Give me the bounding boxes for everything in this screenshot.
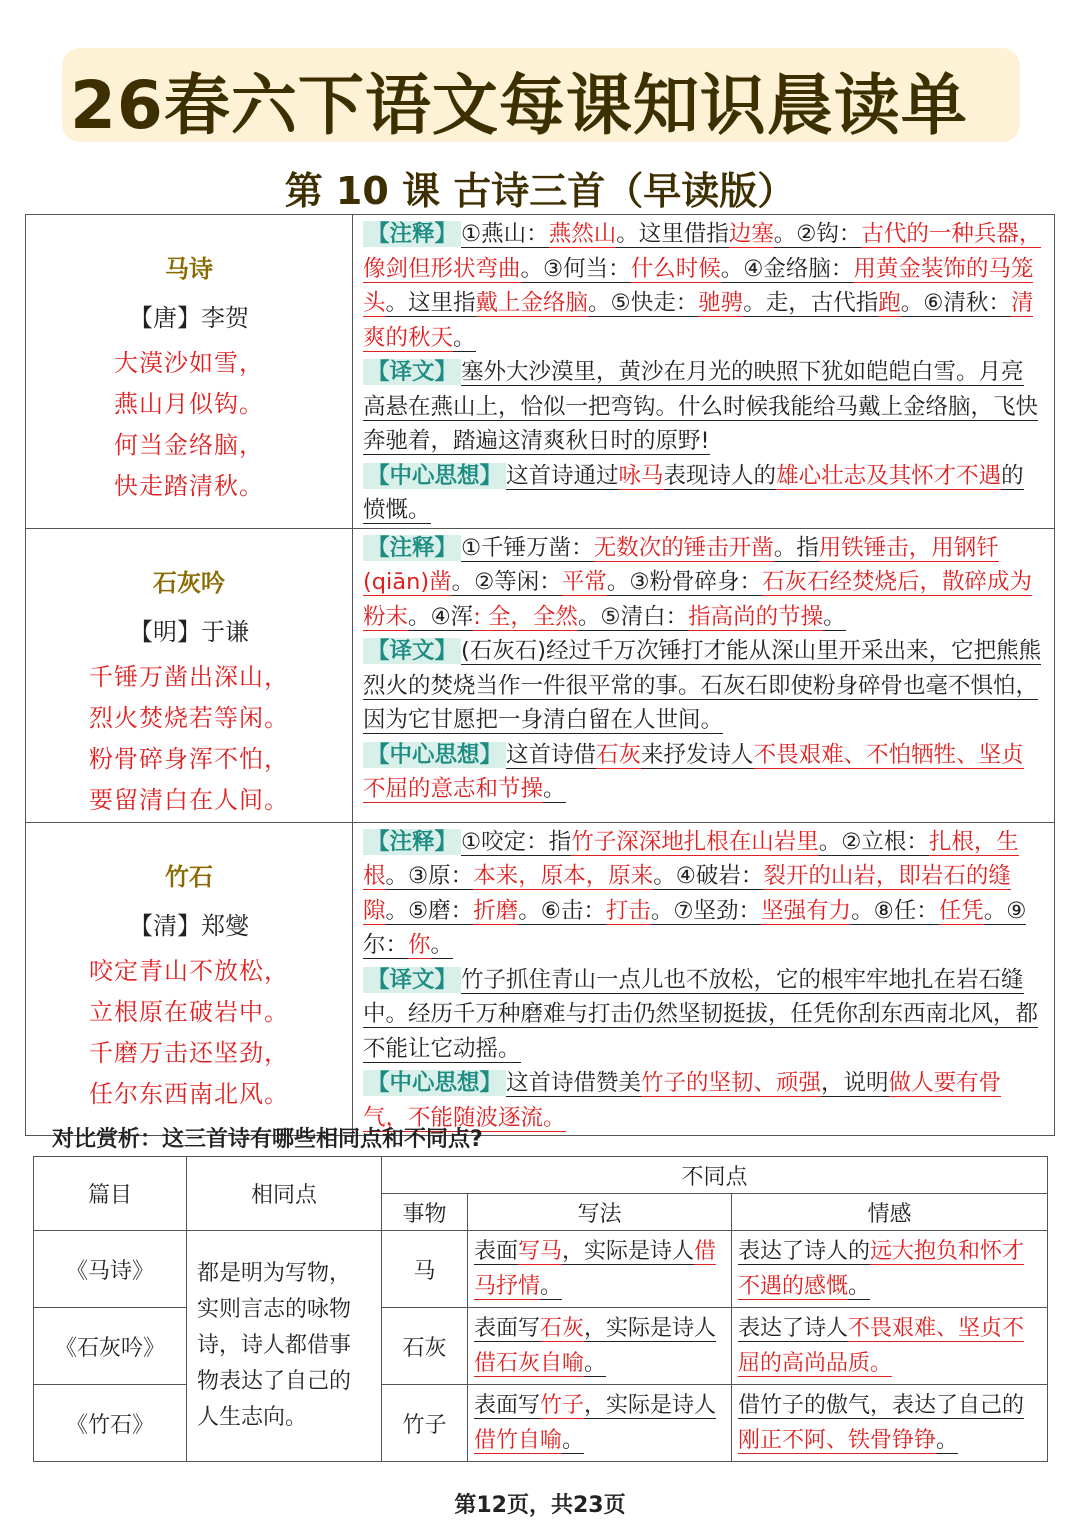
key-phrase: 用黄金装饰的马笼头: [363, 255, 1034, 316]
header-same: 相同点: [187, 1157, 382, 1231]
key-phrase: 你: [408, 932, 431, 958]
text-run: 。③粉骨碎身：: [606, 569, 762, 595]
text-run: 。⑤清白：: [577, 603, 689, 630]
translation-section: [363, 355, 1044, 459]
header-diff: 不同点: [382, 1157, 1048, 1194]
key-phrase: 石灰: [596, 741, 642, 768]
text-run: ，实际是诗人: [584, 1316, 717, 1341]
notes-section: [363, 825, 1044, 963]
header-method: 写法: [468, 1194, 732, 1231]
text-run: 。⑥清秋：: [900, 290, 1011, 316]
text-run: 。②钩：: [773, 221, 862, 247]
poem-line: 燕山月似钩。: [114, 390, 264, 418]
notes-section: [363, 531, 1044, 635]
key-phrase: 边塞: [728, 221, 774, 247]
central-idea-section: [363, 738, 1044, 807]
text-run: 这首诗借: [506, 741, 597, 768]
notes-tag: 【注释】: [363, 221, 461, 247]
key-phrase: 借竹自喻: [474, 1428, 563, 1453]
translation-text: (石灰石)经过千万次锤打才能从深山里开采出来，它把熊熊烈火的焚烧当作一件很平常的事。石灰石即使粉身碎骨也毫不惧怕，因为它甘愿把一身清白留在人世间。: [363, 638, 1042, 733]
translation-tag: 【译文】: [363, 967, 461, 993]
poem-text-cell: [26, 528, 353, 822]
text-run: 表现诗人的: [663, 462, 777, 489]
key-phrase: 任凭: [938, 897, 984, 924]
poem-line: 千锤万凿出深山，: [89, 662, 289, 691]
text-run: 。这里指: [385, 290, 476, 316]
key-phrase: 做人要有骨气，不能随波逐流。: [363, 1070, 1002, 1131]
poem-line: 粉骨碎身浑不怕，: [89, 744, 289, 773]
text-run: ①燕山：: [461, 221, 549, 247]
key-phrase: 燕然山: [548, 221, 617, 247]
poem-line: 何当金络脑，: [114, 431, 264, 459]
key-phrase: 雄心壮志及其怀才不遇: [776, 462, 1002, 489]
header-thing: 事物: [382, 1194, 468, 1231]
text-run: 表达了诗人: [738, 1316, 849, 1341]
key-phrase: 什么时候: [630, 255, 721, 282]
key-phrase: 清爽的秋天: [363, 290, 1034, 351]
text-run: 的愤慨。: [363, 462, 1024, 523]
text-run: 借竹子的傲气，表达了自己的: [738, 1393, 1025, 1418]
poem-author: 【明】于谦: [129, 617, 249, 646]
compare-thing: 马: [382, 1231, 468, 1308]
key-phrase: 指高尚的节操: [688, 603, 824, 630]
text-run: 。②等闲：: [451, 569, 562, 595]
key-phrase: 古代的一种兵器，像剑但形状弯曲: [363, 221, 1042, 282]
poems-table: [25, 214, 1055, 1136]
key-phrase: 不畏艰难、坚贞不屈的高尚品质。: [738, 1316, 1025, 1376]
key-phrase: 无数次的锤击开凿: [593, 534, 774, 561]
key-phrase: 本来，原本，原来: [473, 863, 654, 889]
text-run: 表面: [474, 1239, 519, 1264]
key-phrase: 打击: [605, 897, 651, 924]
poem-line: 大漠沙如雪，: [114, 349, 264, 377]
compare-row: [34, 1385, 1048, 1462]
compare-row: [34, 1231, 1048, 1308]
poem-line: 任尔东西南北风。: [89, 1079, 289, 1108]
text-run: 。: [823, 603, 846, 630]
compare-same: 都是明为写物，实则言志的咏物诗，诗人都借事物表达了自己的人生志向。: [187, 1231, 382, 1462]
text-run: 。: [848, 1274, 871, 1299]
key-phrase: : 全，全然: [473, 603, 578, 630]
key-phrase: 借石灰自喻: [474, 1351, 585, 1376]
text-run: 这首诗借赞美: [506, 1070, 642, 1096]
translation-tag: 【译文】: [363, 359, 461, 385]
notes-tag: 【注释】: [363, 535, 461, 561]
poem-line: 烈火焚烧若等闲。: [89, 703, 289, 732]
key-phrase: 戴上金络脑: [475, 290, 589, 316]
compare-method: [468, 1231, 732, 1308]
poem-row: [26, 822, 1055, 1136]
poem-line: 快走踏清秋。: [114, 472, 264, 500]
text-run: 。⑦坚劲：: [650, 897, 762, 924]
compare-emotion: [732, 1308, 1048, 1385]
poem-line: 咬定青山不放松，: [89, 956, 289, 985]
text-run: 。: [936, 1428, 959, 1453]
text-run: 。: [430, 932, 454, 958]
poem-row: [26, 215, 1055, 529]
notes-tag: 【注释】: [363, 829, 461, 855]
key-phrase: 借马抒情: [474, 1239, 717, 1299]
compare-thing: 竹子: [382, 1385, 468, 1462]
key-phrase: 坚强有力: [761, 897, 852, 924]
key-phrase: 竹子: [540, 1393, 585, 1418]
translation-section: [363, 963, 1044, 1067]
text-run: 。⑤磨：: [385, 897, 474, 924]
key-phrase: 刚正不阿、铁骨铮铮: [738, 1428, 937, 1453]
key-phrase: 远大抱负和怀才不遇的感慨: [738, 1239, 1025, 1299]
text-run: 。: [453, 324, 476, 351]
text-run: ①咬定：指: [461, 828, 572, 855]
notes-section: [363, 217, 1044, 355]
poem-row: [26, 528, 1055, 822]
header-title: 篇目: [34, 1157, 187, 1231]
text-run: 。④金络脑：: [720, 255, 854, 282]
text-run: ，说明: [821, 1070, 889, 1096]
text-run: 。: [584, 1351, 607, 1376]
key-phrase: 咏马: [618, 462, 664, 489]
text-run: ，实际是诗人: [562, 1239, 695, 1264]
text-run: 。⑧任：: [851, 897, 939, 924]
poem-text-cell: [26, 215, 353, 529]
poem-notes-cell: [353, 822, 1055, 1136]
key-phrase: 石灰: [540, 1316, 585, 1341]
key-phrase: 跑: [878, 290, 901, 316]
poem-line: 要留清白在人间。: [89, 785, 289, 814]
poem-text-cell: [26, 822, 353, 1136]
poem-notes-cell: [353, 215, 1055, 529]
text-run: 。: [540, 1274, 563, 1299]
key-phrase: 扎根，生根: [363, 828, 1019, 889]
compare-table: [33, 1156, 1048, 1462]
compare-method: [468, 1385, 732, 1462]
poem-title: 马诗: [165, 255, 213, 283]
compare-question: 对比赏析：这三首诗有哪些相同点和不同点?: [52, 1127, 483, 1152]
key-phrase: 用铁锤击，用钢钎(qiān)凿: [363, 534, 999, 595]
compare-emotion: [732, 1385, 1048, 1462]
text-run: 。: [562, 1428, 585, 1453]
text-run: 。⑨尔：: [363, 897, 1027, 958]
key-phrase: 石灰石经焚烧后，散碎成为粉末: [363, 569, 1033, 630]
poem-author: 【清】郑燮: [129, 911, 249, 940]
text-run: 。④浑: [408, 603, 474, 630]
translation-tag: 【译文】: [363, 638, 461, 664]
text-run: 。④破岩：: [653, 863, 764, 889]
central-idea-section: [363, 459, 1044, 528]
poem-author: 【唐】李贺: [129, 304, 249, 332]
translation-text: 塞外大沙漠里，黄沙在月光的映照下犹如皑皑白雪。月亮高悬在燕山上，恰似一把弯钩。什么时候我能给马戴上金络脑，飞快奔驰着，踏遍这清爽秋日时的原野!: [363, 359, 1039, 454]
text-run: 。③原：: [385, 863, 474, 889]
text-run: 。走，古代指: [743, 290, 879, 316]
text-run: 表面写: [474, 1316, 541, 1341]
key-phrase: 竹子的坚韧、顽强: [641, 1070, 822, 1096]
compare-title: 《竹石》: [34, 1385, 187, 1462]
key-phrase: 裂开的山岩，即岩石的缝隙: [363, 863, 1011, 924]
key-phrase: 平常: [561, 569, 607, 595]
central-idea-tag: 【中心思想】: [363, 1070, 506, 1096]
compare-emotion: [732, 1231, 1048, 1308]
text-run: ①千锤万凿：: [461, 534, 594, 561]
compare-row: [34, 1308, 1048, 1385]
central-idea-tag: 【中心思想】: [363, 742, 506, 768]
key-phrase: 折磨: [473, 897, 519, 924]
poem-title: 石灰吟: [153, 568, 225, 597]
poem-line: 立根原在破岩中。: [89, 997, 289, 1026]
text-run: 。③何当：: [520, 255, 631, 282]
text-run: 。⑥击：: [518, 897, 606, 924]
compare-title: 《马诗》: [34, 1231, 187, 1308]
key-phrase: 写马: [518, 1239, 563, 1264]
text-run: ，实际是诗人: [584, 1393, 717, 1418]
header-emotion: 情感: [732, 1194, 1048, 1231]
text-run: 。②立根：: [818, 828, 929, 855]
lesson-title: 第 10 课 古诗三首（早读版）: [284, 169, 796, 213]
text-run: 来抒发诗人: [641, 741, 754, 768]
poem-line: 千磨万击还坚劲，: [89, 1038, 289, 1067]
page-title: 26春六下语文每课知识晨读单: [70, 67, 968, 144]
key-phrase: 驰骋: [698, 290, 744, 316]
poem-title: 竹石: [165, 862, 213, 891]
key-phrase: 不畏艰难、不怕牺牲、坚贞不屈的意志和节操: [363, 741, 1024, 802]
text-run: 。这里借指: [616, 221, 729, 247]
central-idea-tag: 【中心思想】: [363, 463, 506, 489]
poem-notes-cell: [353, 528, 1055, 822]
compare-title: 《石灰吟》: [34, 1308, 187, 1385]
text-run: 。⑤快走：: [588, 290, 699, 316]
text-run: 。指: [773, 534, 819, 561]
page-number: 第12页，共23页: [454, 1493, 626, 1518]
text-run: 这首诗通过: [506, 462, 619, 489]
text-run: 表达了诗人的: [738, 1239, 871, 1264]
text-run: 表面写: [474, 1393, 541, 1418]
text-run: 。: [543, 776, 566, 802]
translation-section: [363, 634, 1044, 738]
key-phrase: 竹子深深地扎根在山岩里: [571, 828, 819, 855]
compare-thing: 石灰: [382, 1308, 468, 1385]
translation-text: 竹子抓住青山一点儿也不放松，它的根牢牢地扎在岩石缝中。经历千万种磨难与打击仍然坚韧挺拔，任凭你刮东西南北风，都不能让它动摇。: [363, 966, 1039, 1062]
compare-method: [468, 1308, 732, 1385]
